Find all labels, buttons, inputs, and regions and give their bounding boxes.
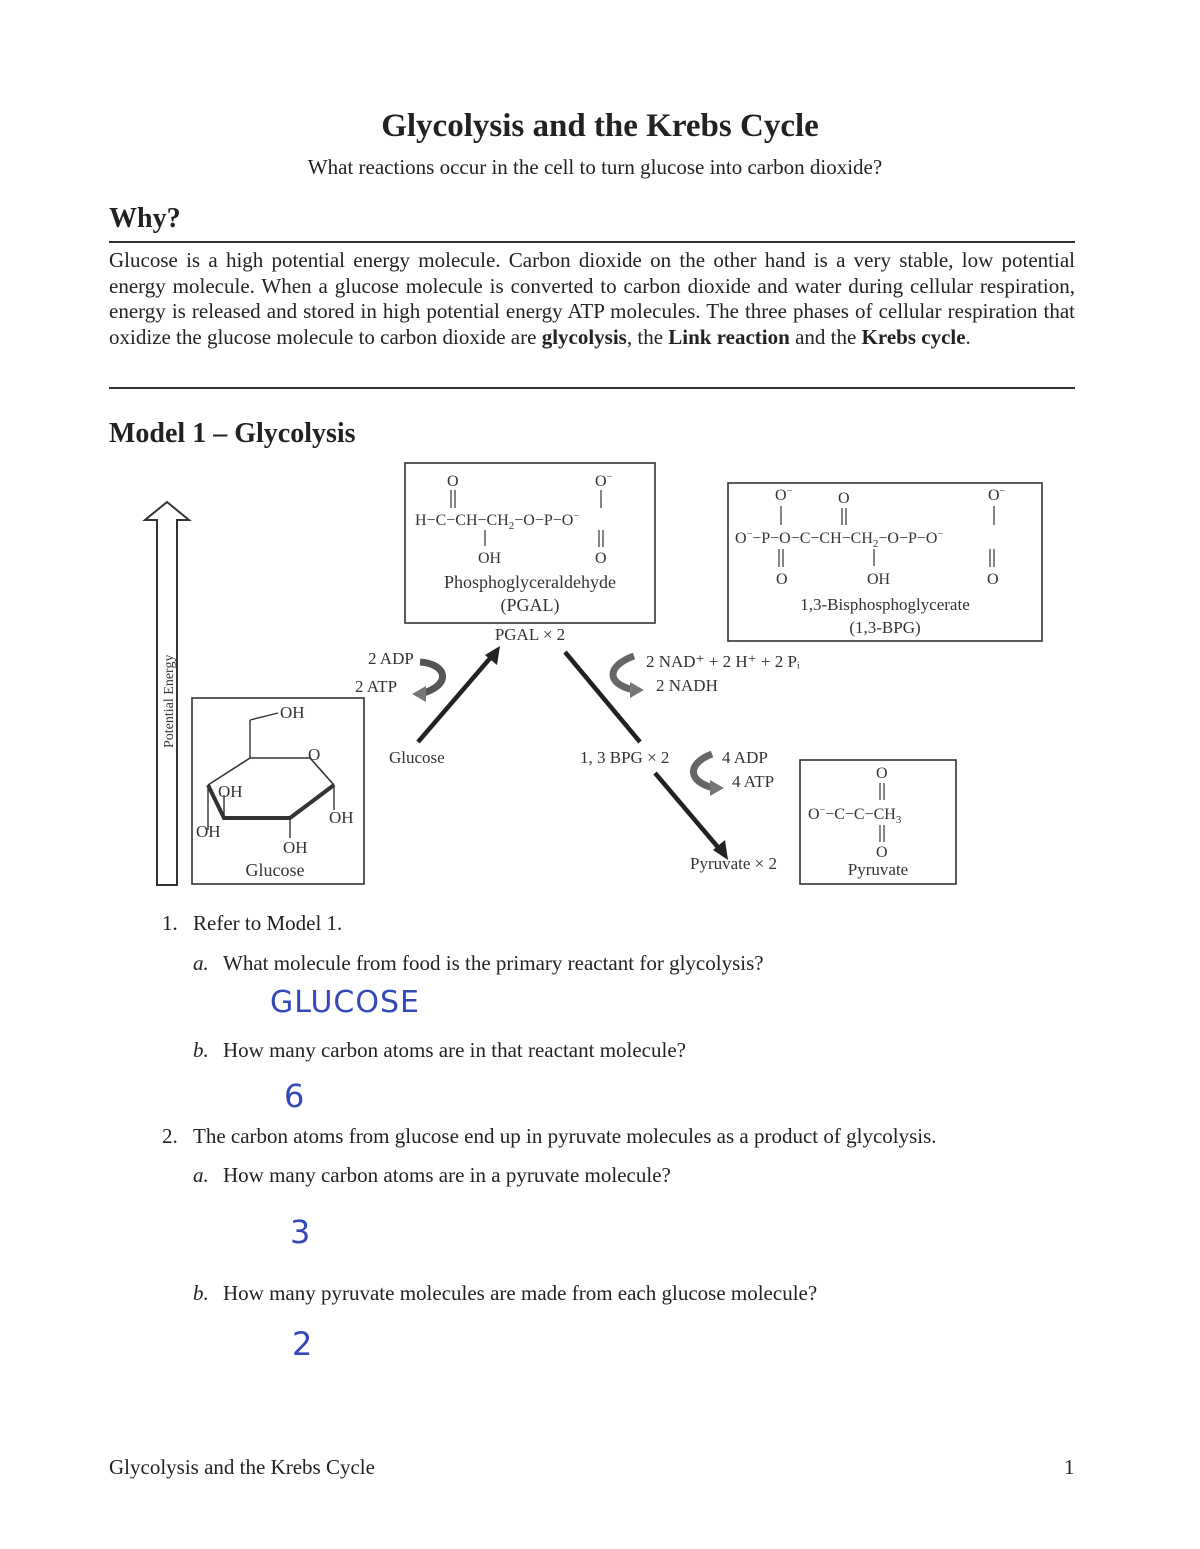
pyruvate-count: Pyruvate × 2 <box>690 854 778 873</box>
svg-text:OH: OH <box>478 550 502 567</box>
bpg-count: 1, 3 BPG × 2 <box>580 748 670 767</box>
pyruvate-name: Pyruvate <box>847 860 909 879</box>
question-1a-letter: a. <box>193 951 209 975</box>
term-link-reaction: Link reaction <box>668 324 790 349</box>
question-2b-text: How many pyruvate molecules are made from each glucose molecule? <box>223 1281 818 1305</box>
pgal-abbr: (PGAL) <box>500 595 560 615</box>
atp-out-label: 2 ATP <box>355 677 398 696</box>
atp-out-label-2: 4 ATP <box>732 772 775 791</box>
svg-text:OH: OH <box>329 808 354 827</box>
question-1-text: Refer to Model 1. <box>193 911 343 935</box>
atp-coupling-arrow-2 <box>693 754 724 796</box>
svg-text:O: O <box>838 490 850 507</box>
question-2a-text: How many carbon atoms are in a pyruvate molecule? <box>223 1163 671 1187</box>
term-glycolysis: glycolysis <box>541 324 627 349</box>
why-heading: Why? <box>109 203 181 234</box>
answer-1a[interactable]: GLUCOSE <box>270 985 420 1020</box>
svg-text:O: O <box>876 765 888 782</box>
svg-text:O−: O− <box>988 486 1006 504</box>
question-1a-text: What molecule from food is the primary reactant for glycolysis? <box>223 951 764 975</box>
why-bottom-rule <box>109 387 1075 389</box>
bpg-abbr: (1,3-BPG) <box>849 618 921 637</box>
bpg-atoms <box>735 486 1006 588</box>
svg-text:O−−P−O−C−CH−CH2−O−P−O−: $O^--P-O-C-CH-CH_2-O-P-O^-$ <box>735 529 944 550</box>
svg-text:O−: O− <box>595 472 613 490</box>
pyruvate-atoms <box>808 765 902 861</box>
axis-label: Potential Energy <box>162 654 177 748</box>
adp-in-label: 2 ADP <box>368 649 414 668</box>
page-title: Glycolysis and the Krebs Cycle <box>381 108 819 144</box>
svg-text:OH: OH <box>283 838 308 857</box>
pgal-atoms <box>415 472 613 567</box>
question-1b-text: How many carbon atoms are in that reactant molecule? <box>223 1038 686 1062</box>
glycolysis-diagram <box>0 455 1200 895</box>
page-subtitle: What reactions occur in the cell to turn glucose into carbon dioxide? <box>307 155 883 179</box>
svg-text:H−C−CH−CH2−O−P−O−: $H-C-CH-CH_2-O-P-O^-$ <box>415 511 579 532</box>
svg-text:OH: OH <box>280 703 305 722</box>
why-top-rule <box>109 241 1075 243</box>
answer-1b[interactable]: 6 <box>284 1077 305 1115</box>
bpg-name: 1,3-Bisphosphoglycerate <box>800 595 970 614</box>
svg-text:O: O <box>308 745 321 764</box>
adp-in-label-2: 4 ADP <box>722 748 768 767</box>
pgal-name: Phosphoglyceraldehyde <box>444 572 616 592</box>
svg-text:O: O <box>447 473 459 490</box>
svg-text:OH: OH <box>218 782 243 801</box>
question-2-text: The carbon atoms from glucose end up in pyruvate molecules as a product of glycolysis. <box>193 1124 937 1148</box>
nadh-out-label: 2 NADH <box>656 676 718 695</box>
pgal-count: PGAL × 2 <box>494 625 566 644</box>
why-paragraph: Glucose is a high potential energy molecule. Carbon dioxide on the other hand is a very stable, low potential energy molecule. When a glucose molecule is converted to carbon dioxide and water during cellular respiration, energy is released and stored in high potential energy ATP molecules. The three phases of cellular respiration that oxidize the glucose molecule to carbon dioxide are glycolysis, the Link reaction and the Krebs cycle. <box>109 248 1075 349</box>
answer-2b[interactable]: 2 <box>292 1325 313 1363</box>
glucose-ring <box>208 713 334 838</box>
svg-text:O: O <box>876 844 888 861</box>
glucose-center-label: Glucose <box>389 748 445 767</box>
svg-text:O: O <box>987 571 999 588</box>
svg-text:OH: OH <box>196 822 221 841</box>
question-1-number: 1. <box>162 911 178 935</box>
nadh-coupling-arrow <box>613 656 644 698</box>
svg-text:O−: O− <box>775 486 793 504</box>
page-number: 1 <box>1064 1455 1075 1479</box>
svg-text:OH: OH <box>867 571 891 588</box>
answer-2a[interactable]: 3 <box>290 1213 311 1251</box>
svg-text:O: O <box>776 571 788 588</box>
question-2-number: 2. <box>162 1124 178 1148</box>
term-krebs-cycle: Krebs cycle <box>861 324 966 349</box>
svg-text:O: O <box>595 550 607 567</box>
question-1b-letter: b. <box>193 1038 209 1062</box>
atp-coupling-arrow <box>412 662 443 702</box>
footer-title: Glycolysis and the Krebs Cycle <box>109 1455 375 1479</box>
question-2b-letter: b. <box>193 1281 209 1305</box>
glucose-box-label: Glucose <box>245 860 305 880</box>
nad-in-label: 2 NAD⁺ + 2 H⁺ + 2 Pᵢ <box>646 652 800 671</box>
question-2a-letter: a. <box>193 1163 209 1187</box>
svg-text:O−−C−C−CH3: $O^--C-C-CH_3$ <box>808 805 902 826</box>
model-heading: Model 1 – Glycolysis <box>109 418 356 449</box>
